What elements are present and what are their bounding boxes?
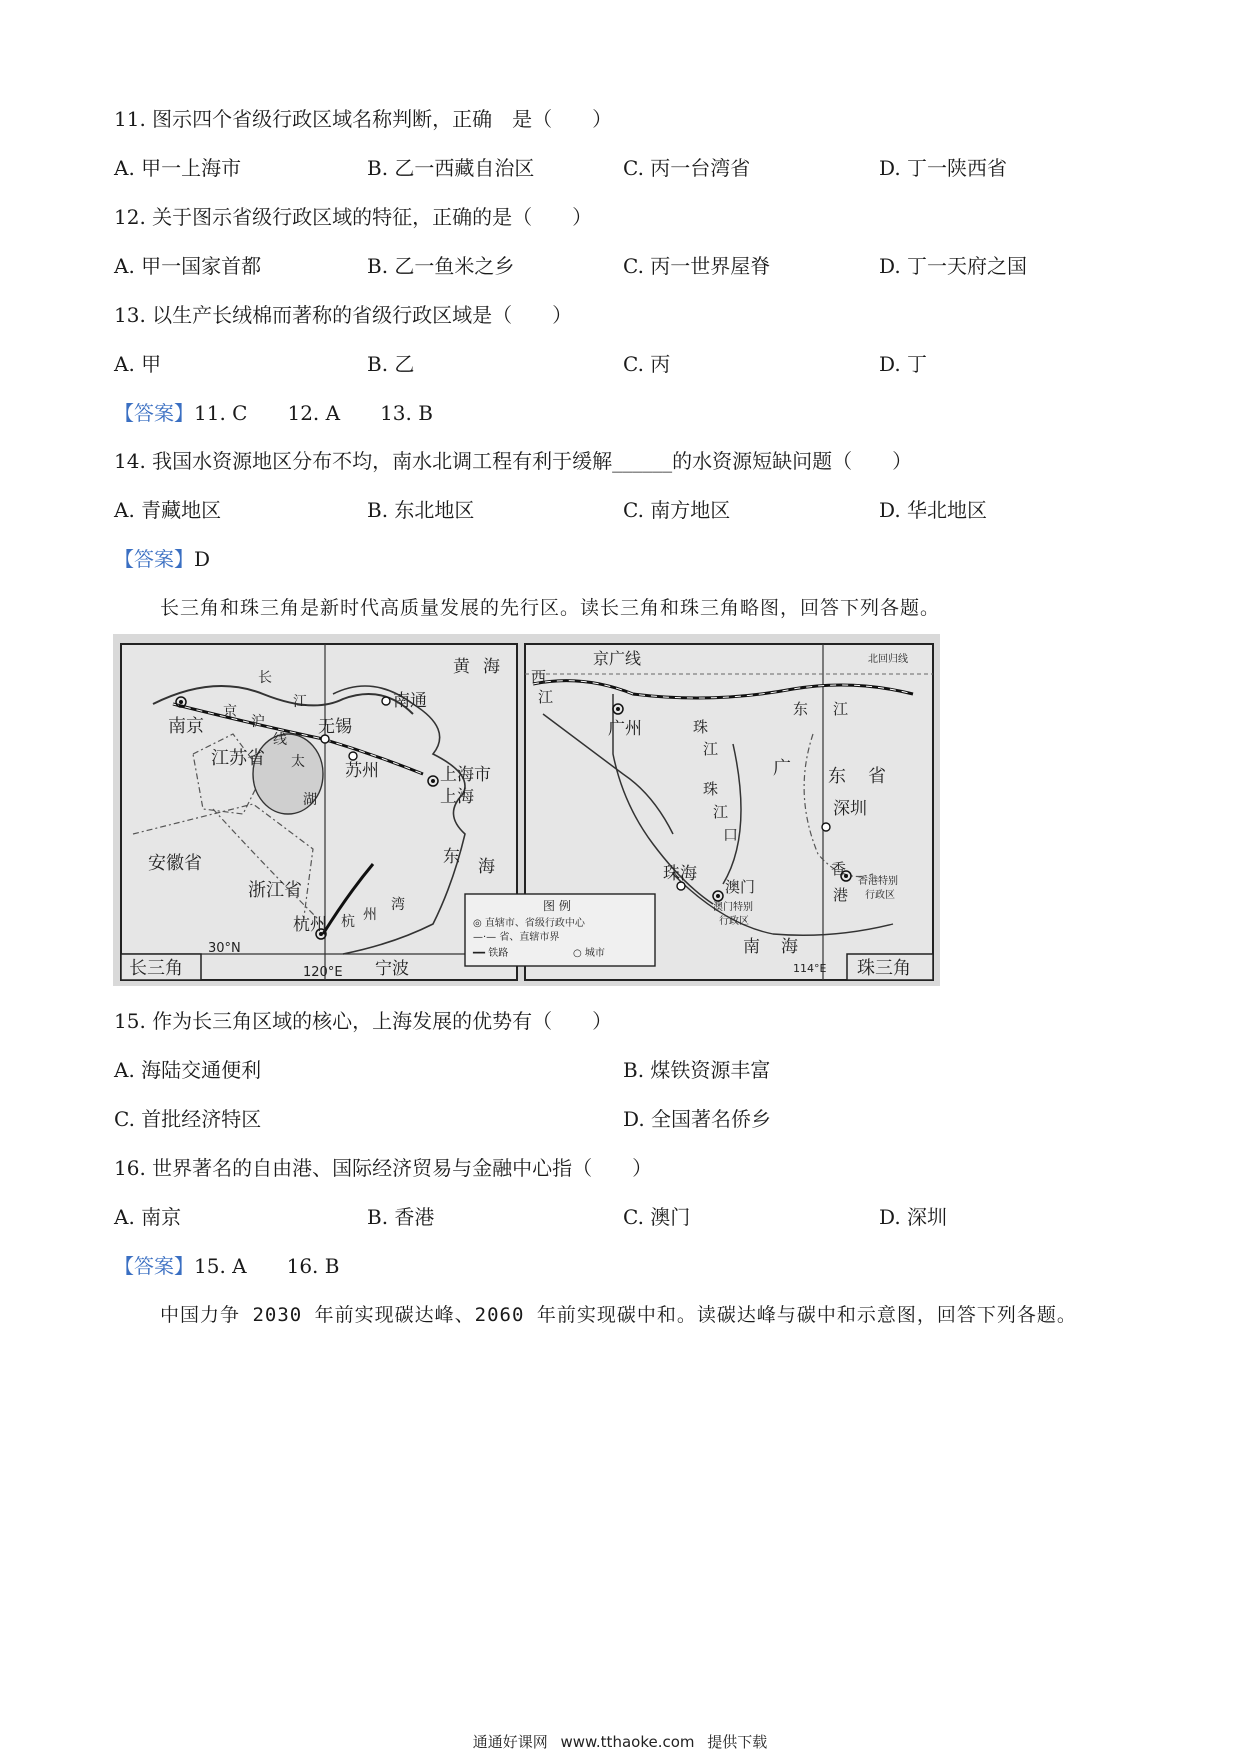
- question-13-option-c: C. 丙: [623, 352, 671, 376]
- answer-line-1: [114, 400, 433, 426]
- map-label: 香: [831, 860, 847, 878]
- answer-text: D: [194, 547, 211, 571]
- map-label: 州: [363, 907, 377, 923]
- map-label: 广州: [608, 719, 642, 739]
- map-label: 湾: [391, 897, 405, 913]
- map-label: 珠: [693, 718, 709, 736]
- legend-item: ━━ 铁路: [473, 948, 509, 959]
- map-label: 南京: [168, 716, 204, 737]
- question-15-option-b: B. 煤铁资源丰富: [623, 1058, 771, 1082]
- map-label: 深圳: [833, 799, 867, 819]
- map-label: 口: [723, 826, 739, 844]
- question-16-stem: 16. 世界著名的自由港、国际经济贸易与金融中心指（ ）: [114, 1156, 653, 1180]
- longitude-label: 114°E: [793, 962, 827, 975]
- map-label: 无锡: [318, 717, 352, 737]
- map-label: 澳门特别: [713, 902, 753, 913]
- map-legend: [465, 894, 655, 966]
- map-label: 江: [538, 688, 554, 706]
- question-16-option-d: D. 深圳: [879, 1205, 948, 1229]
- question-14-option-d: D. 华北地区: [879, 498, 988, 522]
- answer-text: 15. A 16. B: [194, 1254, 340, 1278]
- question-11-stem: 11. 图示四个省级行政区域名称判断，正确 是（ ）: [114, 107, 613, 131]
- question-13-stem: 13. 以生产长绒棉而著称的省级行政区域是（ ）: [114, 303, 573, 327]
- legend-title: 图 例: [543, 899, 571, 913]
- latitude-label: 30°N: [208, 941, 241, 956]
- question-14-option-b: B. 东北地区: [367, 498, 475, 522]
- map-label: 行政区: [719, 916, 749, 927]
- legend-item: ◎ 直辖市、省级行政中心: [473, 918, 585, 929]
- answer-text: 11. C 12. A 13. B: [194, 401, 433, 425]
- map-label: 北回归线: [868, 654, 908, 665]
- question-16-option-b: B. 香港: [367, 1205, 435, 1229]
- map-label: 江: [713, 803, 729, 821]
- map-label: 宁波: [375, 959, 409, 979]
- legend-item: —·— 省、直辖市界: [473, 932, 560, 943]
- map-label: 珠: [703, 780, 719, 798]
- map-label: 沪: [251, 714, 265, 730]
- map-label: 西: [531, 668, 547, 686]
- section-intro-carbon: 中国力争 2030 年前实现碳达峰、2060 年前实现碳中和。读碳达峰与碳中和示意图，回答下列各题。: [160, 1304, 1077, 1326]
- map-label: 湖: [303, 792, 317, 808]
- map-label: 安徽省: [148, 853, 202, 874]
- map-label: 长: [258, 670, 272, 686]
- map-label: 行政区: [865, 890, 895, 901]
- question-12-option-a: A. 甲一国家首都: [114, 254, 262, 278]
- map-label: 海: [478, 857, 495, 877]
- map-label: 广: [773, 758, 791, 779]
- delta-map-figure: [113, 634, 940, 986]
- section-intro-delta: 长三角和珠三角是新时代高质量发展的先行区。读长三角和珠三角略图，回答下列各题。: [160, 597, 941, 619]
- answer-tag: 【答案】: [114, 1254, 194, 1278]
- map-label: 线: [273, 732, 287, 748]
- footer-url[interactable]: www.tthaoke.com: [560, 1733, 695, 1751]
- answer-line-2: [114, 546, 210, 572]
- map-label: 江: [833, 700, 849, 718]
- question-13-option-a: A. 甲: [114, 352, 162, 376]
- footer-note: 提供下载: [707, 1733, 768, 1751]
- map-label: 京广线: [593, 649, 642, 668]
- map-label: 澳门: [725, 878, 756, 896]
- map-label: 珠海: [663, 864, 697, 884]
- question-13-option-b: B. 乙: [367, 352, 415, 376]
- question-11-option-b: B. 乙一西藏自治区: [367, 156, 535, 180]
- question-16-option-c: C. 澳门: [623, 1205, 691, 1229]
- longitude-label: 120°E: [303, 965, 343, 980]
- answer-line-3: [114, 1253, 339, 1279]
- question-13-option-d: D. 丁: [879, 352, 928, 376]
- answer-tag: 【答案】: [114, 401, 194, 425]
- map-label: 江苏省: [211, 748, 265, 769]
- yangtze-delta-panel: [121, 644, 517, 980]
- question-14-option-c: C. 南方地区: [623, 498, 731, 522]
- map-label: 港: [833, 886, 849, 904]
- question-12-option-b: B. 乙一鱼米之乡: [367, 254, 515, 278]
- map-label: 苏州: [345, 761, 379, 781]
- map-label: 杭州: [293, 915, 327, 935]
- map-label: 海: [483, 657, 500, 677]
- question-15-stem: 15. 作为长三角区域的核心，上海发展的优势有（ ）: [114, 1009, 613, 1033]
- map-label: 浙江省: [248, 880, 302, 901]
- map-label: 省: [868, 766, 886, 787]
- map-label: 太: [291, 754, 305, 770]
- map-label: 京: [223, 704, 237, 720]
- map-label: 杭: [341, 914, 355, 930]
- map-label: 上海市: [440, 765, 491, 785]
- question-12-stem: 12. 关于图示省级行政区域的特征，正确的是（ ）: [114, 205, 593, 229]
- answer-tag: 【答案】: [114, 547, 194, 571]
- map-label: 江: [703, 740, 719, 758]
- footer-site: 通通好课网: [472, 1733, 548, 1751]
- question-12-option-d: D. 丁一天府之国: [879, 254, 1028, 278]
- question-15-option-c: C. 首批经济特区: [114, 1107, 262, 1131]
- legend-item: ○ 城市: [573, 948, 605, 959]
- map-label: 南: [743, 937, 760, 957]
- map-label: 东: [828, 766, 846, 787]
- question-16-option-a: A. 南京: [114, 1205, 182, 1229]
- question-15-option-a: A. 海陆交通便利: [114, 1058, 262, 1082]
- question-14-option-a: A. 青藏地区: [114, 498, 222, 522]
- map-label: 海: [781, 937, 798, 957]
- page-footer: [0, 1731, 1240, 1752]
- question-12-option-c: C. 丙一世界屋脊: [623, 254, 771, 278]
- map-label: 香港特别: [858, 876, 898, 887]
- map-label: 江: [293, 694, 307, 710]
- question-11-option-c: C. 丙一台湾省: [623, 156, 751, 180]
- map-label: 上海: [440, 787, 474, 807]
- question-14-stem: 14. 我国水资源地区分布不均，南水北调工程有利于缓解______的水资源短缺问题（ ）: [114, 449, 913, 473]
- map-label: 东: [443, 847, 460, 867]
- question-11-option-a: A. 甲一上海市: [114, 156, 242, 180]
- question-15-option-d: D. 全国著名侨乡: [623, 1107, 772, 1131]
- map-label: 东: [793, 700, 809, 718]
- panel-title-pearl: 珠三角: [857, 958, 911, 979]
- panel-title-yangtze: 长三角: [129, 958, 183, 979]
- map-label: 黄: [453, 657, 470, 677]
- question-11-option-d: D. 丁一陕西省: [879, 156, 1008, 180]
- map-label: 南通: [393, 691, 427, 711]
